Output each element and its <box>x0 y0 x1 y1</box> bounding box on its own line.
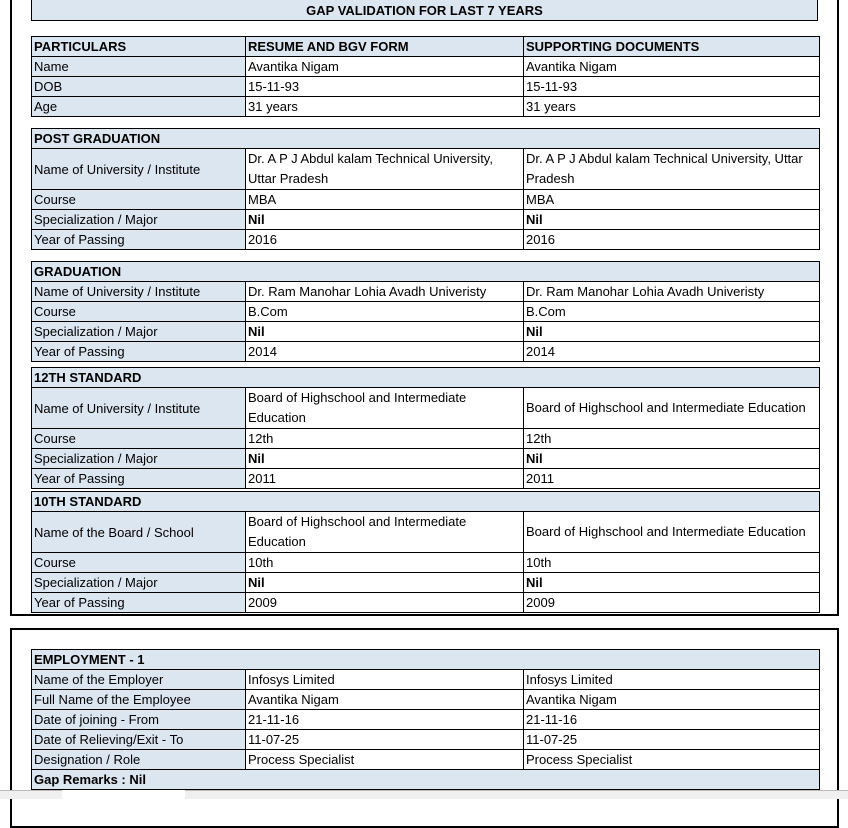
section-graduation <box>31 261 820 362</box>
resume-value: Dr. Ram Manohar Lohia Avadh Univeristy <box>246 282 524 302</box>
table-row <box>32 322 820 342</box>
table-row <box>32 149 820 190</box>
resume-value: 15-11-93 <box>246 77 524 97</box>
resume-value: 2014 <box>246 342 524 362</box>
table-row <box>32 512 820 553</box>
section-post-graduation <box>31 128 820 250</box>
table-row <box>32 97 820 117</box>
resume-value: Nil <box>246 573 524 593</box>
horizontal-scrollbar[interactable] <box>185 790 848 799</box>
row-label: Age <box>32 97 246 117</box>
document-value: 12th <box>524 429 820 449</box>
resume-value: 11-07-25 <box>246 730 524 750</box>
resume-value: 2009 <box>246 593 524 613</box>
resume-value: Avantika Nigam <box>246 57 524 77</box>
document-value: MBA <box>524 190 820 210</box>
resume-value: Board of Highschool and Intermediate Education <box>246 388 524 429</box>
document-value: 2014 <box>524 342 820 362</box>
section-header-row <box>32 650 820 670</box>
row-label: Year of Passing <box>32 230 246 250</box>
row-label: Course <box>32 429 246 449</box>
document-value: 21-11-16 <box>524 710 820 730</box>
document-value: 2016 <box>524 230 820 250</box>
row-label: Date of joining - From <box>32 710 246 730</box>
document-value: Board of Highschool and Intermediate Education <box>524 512 820 553</box>
header-cell: EMPLOYMENT - 1 <box>32 650 820 670</box>
row-label: Course <box>32 190 246 210</box>
document-value: 2011 <box>524 469 820 489</box>
document-value: B.Com <box>524 302 820 322</box>
document-value: Dr. Ram Manohar Lohia Avadh Univeristy <box>524 282 820 302</box>
row-label: Name <box>32 57 246 77</box>
document-value: Nil <box>524 449 820 469</box>
row-label: Designation / Role <box>32 750 246 770</box>
header-cell: POST GRADUATION <box>32 129 820 149</box>
row-label: DOB <box>32 77 246 97</box>
row-label: Specialization / Major <box>32 210 246 230</box>
table-row <box>32 429 820 449</box>
row-label: Course <box>32 553 246 573</box>
row-label: Name of University / Institute <box>32 149 246 190</box>
row-label: Name of University / Institute <box>32 388 246 429</box>
resume-value: Infosys Limited <box>246 670 524 690</box>
row-label: Course <box>32 302 246 322</box>
section-header-row <box>32 368 820 388</box>
table-row <box>32 670 820 690</box>
row-label: Name of the Employer <box>32 670 246 690</box>
row-label: Name of University / Institute <box>32 282 246 302</box>
sheet-tab-bar[interactable] <box>0 790 62 799</box>
document-value: 10th <box>524 553 820 573</box>
row-label: Specialization / Major <box>32 573 246 593</box>
table-row <box>32 388 820 429</box>
section-header-row <box>32 492 820 512</box>
resume-value: MBA <box>246 190 524 210</box>
resume-value: Dr. A P J Abdul kalam Technical University, Uttar Pradesh <box>246 149 524 190</box>
section-header-row <box>32 37 820 57</box>
resume-value: B.Com <box>246 302 524 322</box>
resume-value: Board of Highschool and Intermediate Education <box>246 512 524 553</box>
header-cell: PARTICULARS <box>32 37 246 57</box>
table-row <box>32 573 820 593</box>
row-label: Date of Relieving/Exit - To <box>32 730 246 750</box>
table-row <box>32 210 820 230</box>
table-row <box>32 593 820 613</box>
table-row <box>32 690 820 710</box>
section-employment-1 <box>31 649 820 790</box>
resume-value: Avantika Nigam <box>246 690 524 710</box>
header-cell: RESUME AND BGV FORM <box>246 37 524 57</box>
document-value: Nil <box>524 210 820 230</box>
row-label: Specialization / Major <box>32 322 246 342</box>
section-personal <box>31 36 820 117</box>
row-label: Year of Passing <box>32 469 246 489</box>
header-cell: 10TH STANDARD <box>32 492 820 512</box>
row-label: Specialization / Major <box>32 449 246 469</box>
document-value: Infosys Limited <box>524 670 820 690</box>
table-row <box>32 230 820 250</box>
document-value: 31 years <box>524 97 820 117</box>
resume-value: 2011 <box>246 469 524 489</box>
document-value: Dr. A P J Abdul kalam Technical University, Uttar Pradesh <box>524 149 820 190</box>
table-row <box>32 342 820 362</box>
document-value: Process Specialist <box>524 750 820 770</box>
document-value: 11-07-25 <box>524 730 820 750</box>
table-row <box>32 77 820 97</box>
row-label: Full Name of the Employee <box>32 690 246 710</box>
table-row <box>32 282 820 302</box>
gap-remarks: Gap Remarks : Nil <box>32 770 820 790</box>
row-label: Name of the Board / School <box>32 512 246 553</box>
document-value: 2009 <box>524 593 820 613</box>
table-row <box>32 302 820 322</box>
page-title: GAP VALIDATION FOR LAST 7 YEARS <box>31 0 818 21</box>
resume-value: 12th <box>246 429 524 449</box>
resume-value: Nil <box>246 449 524 469</box>
gap-remarks-row <box>32 770 820 790</box>
section-header-row <box>32 129 820 149</box>
resume-value: 31 years <box>246 97 524 117</box>
row-label: Year of Passing <box>32 342 246 362</box>
header-cell: SUPPORTING DOCUMENTS <box>524 37 820 57</box>
document-value: Avantika Nigam <box>524 690 820 710</box>
table-row <box>32 730 820 750</box>
document-value: Nil <box>524 322 820 342</box>
document-value: Board of Highschool and Intermediate Education <box>524 388 820 429</box>
header-cell: 12TH STANDARD <box>32 368 820 388</box>
document-value: Nil <box>524 573 820 593</box>
header-cell: GRADUATION <box>32 262 820 282</box>
row-label: Year of Passing <box>32 593 246 613</box>
resume-value: 10th <box>246 553 524 573</box>
resume-value: 21-11-16 <box>246 710 524 730</box>
section-10th-standard <box>31 491 820 613</box>
table-row <box>32 57 820 77</box>
resume-value: Nil <box>246 322 524 342</box>
document-value: Avantika Nigam <box>524 57 820 77</box>
table-row <box>32 469 820 489</box>
section-header-row <box>32 262 820 282</box>
resume-value: Nil <box>246 210 524 230</box>
document-value: 15-11-93 <box>524 77 820 97</box>
table-row <box>32 190 820 210</box>
resume-value: Process Specialist <box>246 750 524 770</box>
table-row <box>32 553 820 573</box>
table-row <box>32 750 820 770</box>
table-row <box>32 710 820 730</box>
section-12th-standard <box>31 367 820 489</box>
table-row <box>32 449 820 469</box>
resume-value: 2016 <box>246 230 524 250</box>
